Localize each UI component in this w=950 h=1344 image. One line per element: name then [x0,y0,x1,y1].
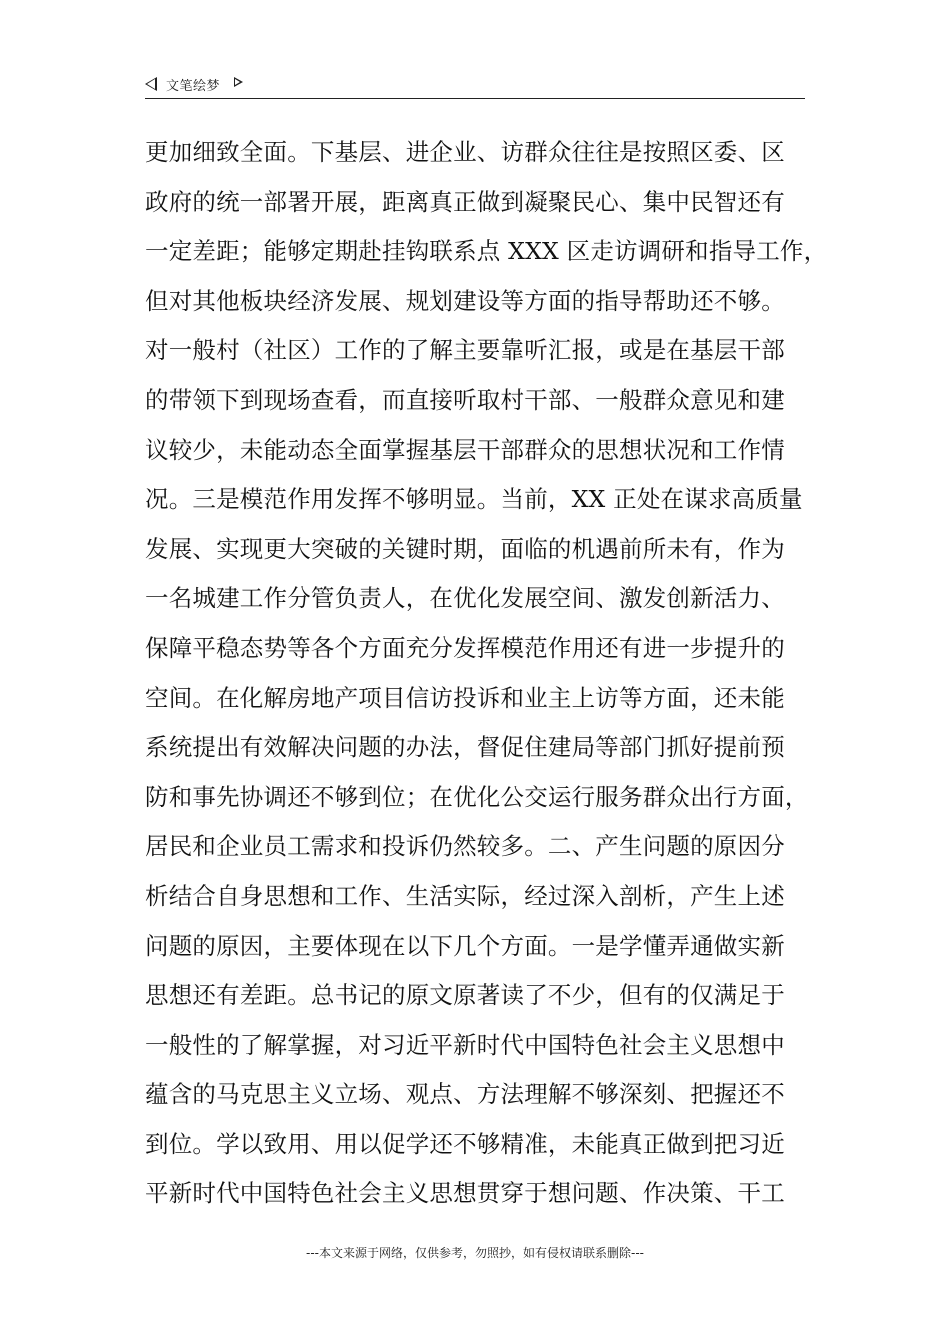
page-footer: ---本文来源于网络，仅供参考，勿照抄，如有侵权请联系删除--- [306,1246,644,1260]
document-body [145,128,828,1219]
page-header [145,70,805,99]
text-line: 保障平稳态势等各个方面充分发挥模范作用还有进一步提升的 [145,633,785,662]
text-line: 政府的统一部署开展，距离真正做到凝聚民心、集中民智还有 [145,187,785,216]
text-line: 系统提出有效解决问题的办法，督促住建局等部门抓好提前预 [145,733,785,762]
text-line: 对一般村（社区）工作的了解主要靠听汇报，或是在基层干部 [145,336,785,365]
text-line: 思想还有差距。总书记的原文原著读了不少，但有的仅满足于 [145,981,785,1010]
text-line: 议较少，未能动态全面掌握基层干部群众的思想状况和工作情 [145,435,785,464]
text-line: 析结合自身思想和工作、生活实际，经过深入剖析，产生上述 [145,881,785,910]
text-line: 发展、实现更大突破的关键时期，面临的机遇前所未有，作为 [145,534,785,563]
text-line: 的带领下到现场查看，而直接听取村干部、一般群众意见和建 [145,385,785,414]
text-line: 平新时代中国特色社会主义思想贯穿于想问题、作决策、干工 [145,1179,785,1208]
text-line: 一般性的了解掌握，对习近平新时代中国特色社会主义思想中 [145,1030,785,1059]
text-line: 一定差距；能够定期赴挂钩联系点 XXX 区走访调研和指导工作， [145,237,828,266]
text-line: 到位。学以致用、用以促学还不够精准，未能真正做到把习近 [145,1129,785,1158]
text-line: 一名城建工作分管负责人，在优化发展空间、激发创新活力、 [145,584,785,613]
text-line: 况。三是模范作用发挥不够明显。当前，XX 正处在谋求高质量 [145,485,803,514]
text-line: 防和事先协调还不够到位；在优化公交运行服务群众出行方面， [145,782,809,811]
text-line: 更加细致全面。下基层、进企业、访群众往往是按照区委、区 [145,138,785,166]
text-line: 问题的原因，主要体现在以下几个方面。一是学懂弄通做实新 [145,931,785,960]
header-title: 文笔绘梦 [166,79,221,94]
triangle-right-icon [234,77,243,87]
text-line: 蕴含的马克思主义立场、观点、方法理解不够深刻、把握还不 [145,1080,785,1109]
text-line: 居民和企业员工需求和投诉仍然较多。二、产生问题的原因分 [145,832,785,861]
triangle-left-icon [145,77,157,91]
text-line: 空间。在化解房地产项目信访投诉和业主上访等方面，还未能 [145,683,785,712]
text-line: 但对其他板块经济发展、规划建设等方面的指导帮助还不够。 [145,286,785,315]
